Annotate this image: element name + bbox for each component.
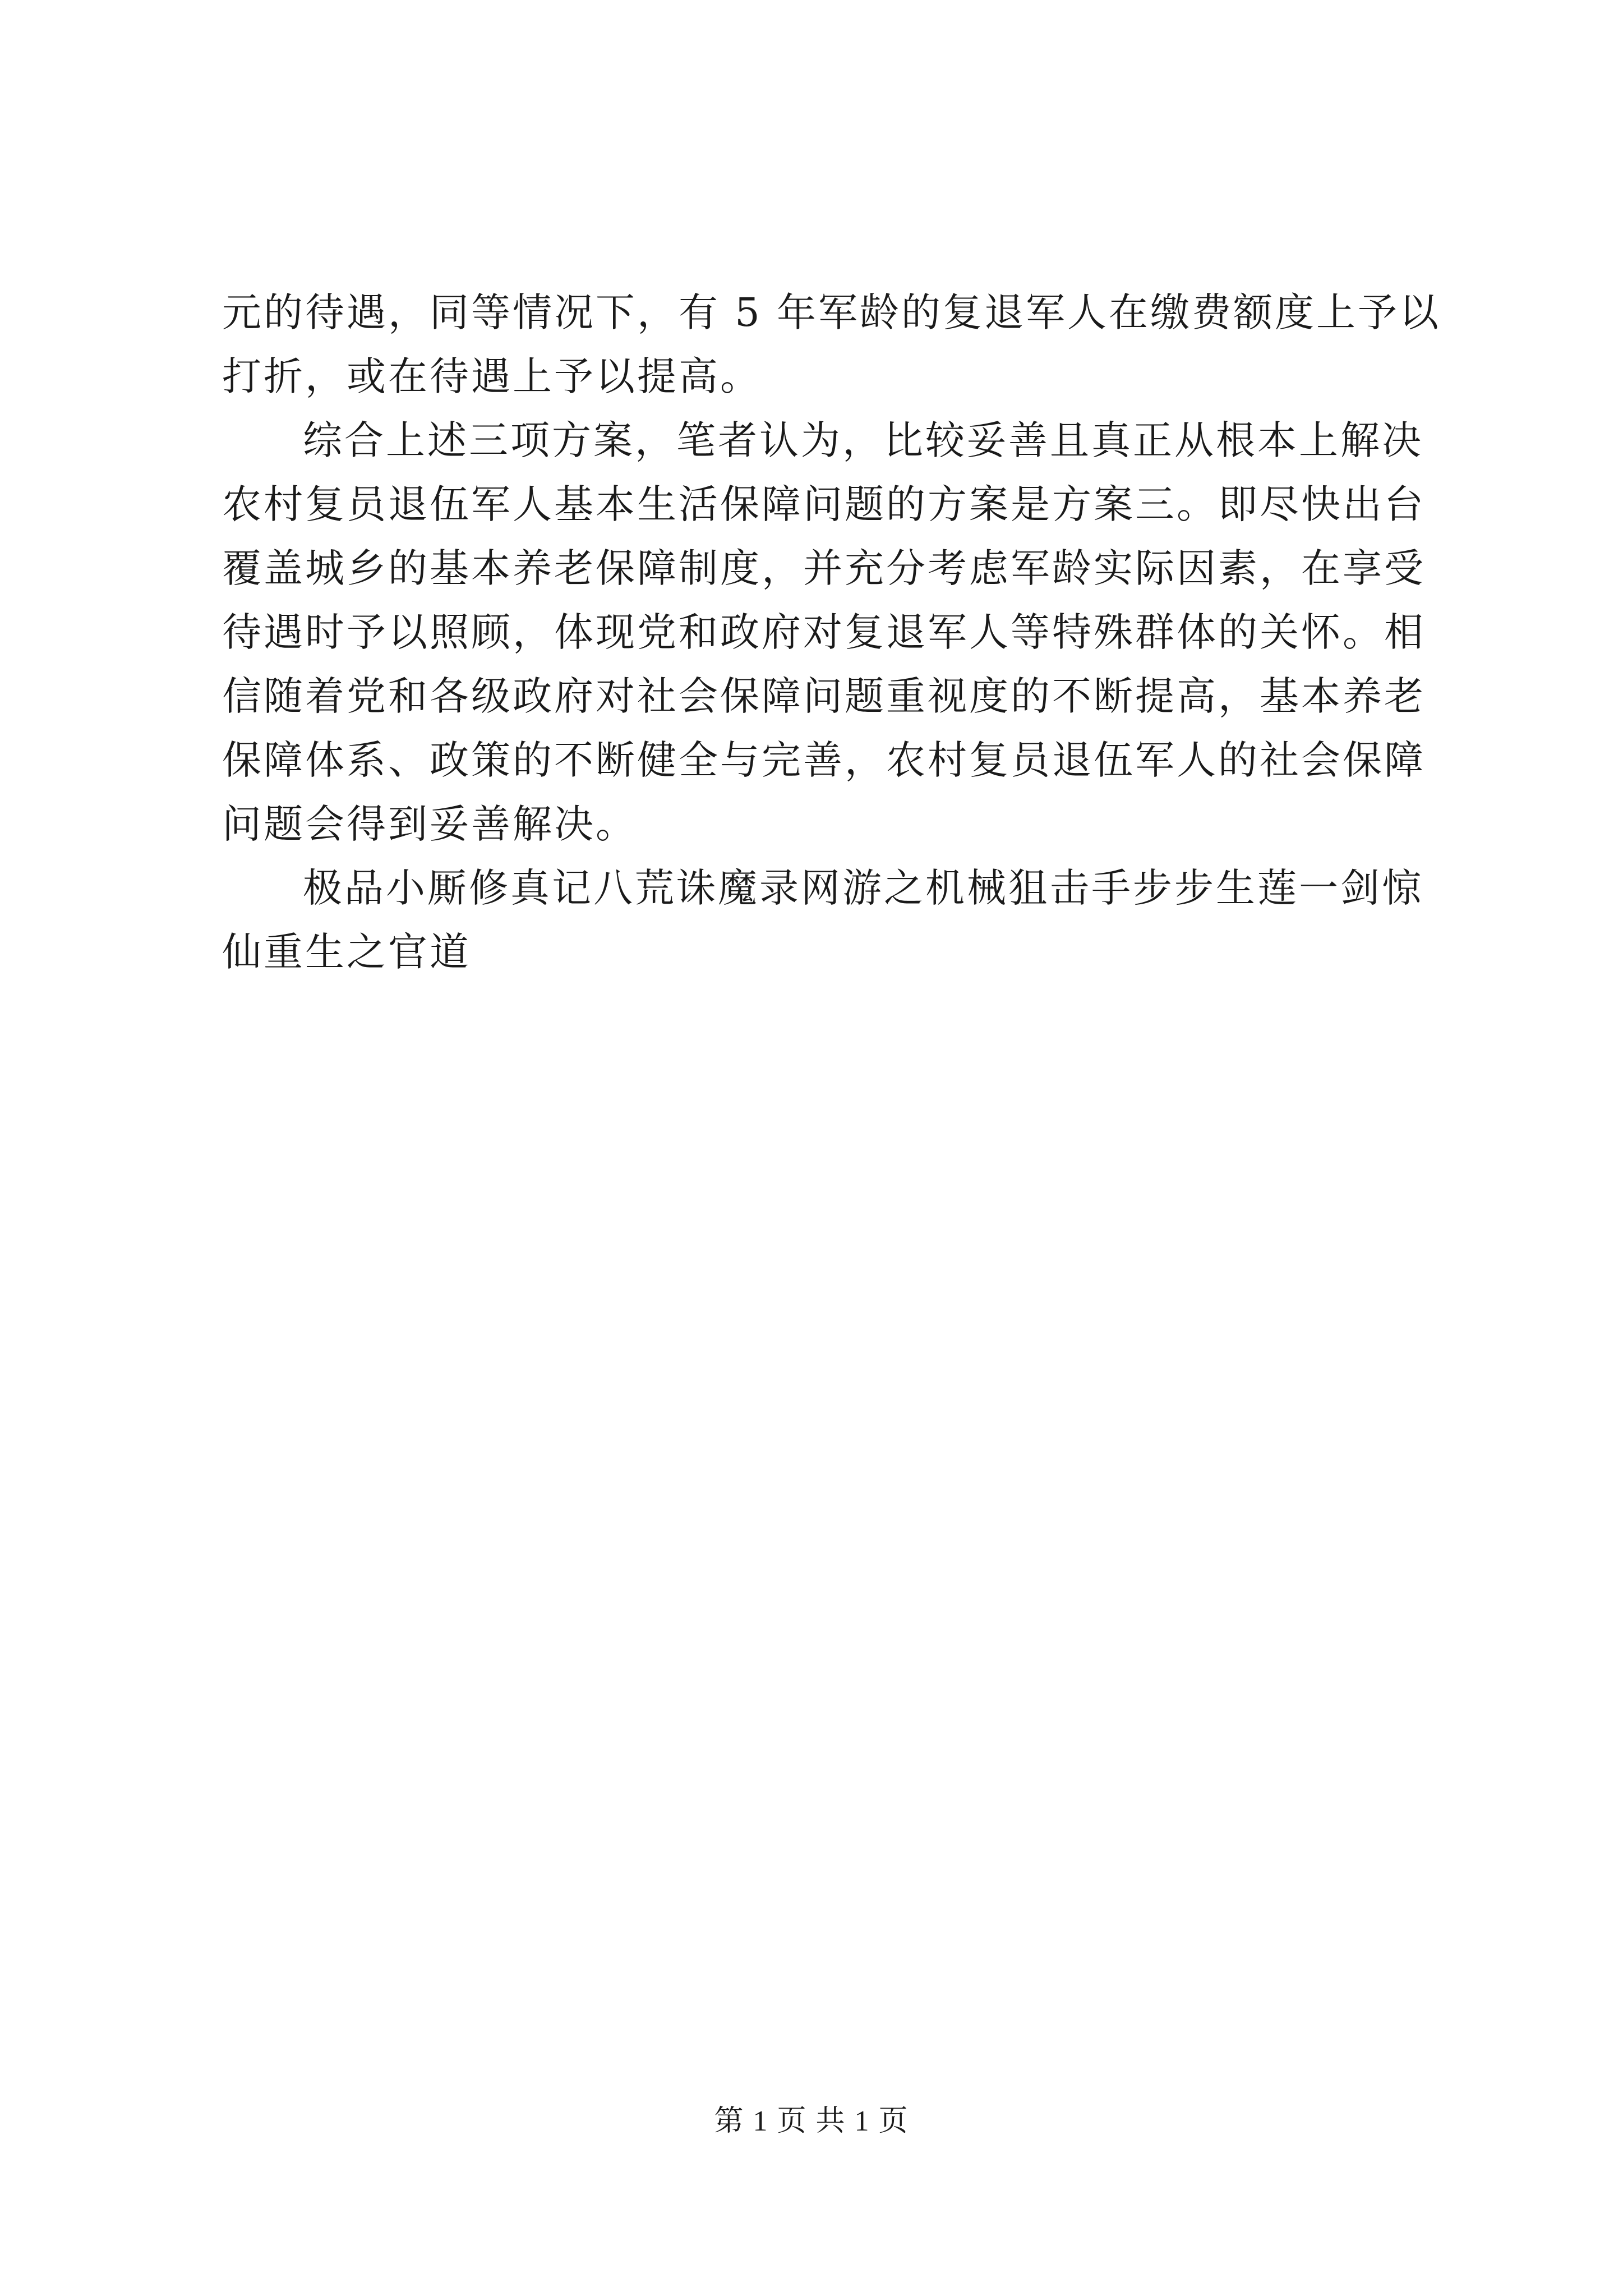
paragraph-3: 极品小厮修真记八荒诛魔录网游之机械狙击手步步生莲一剑惊仙重生之官道 xyxy=(222,865,1423,975)
document-body xyxy=(222,280,1445,984)
paragraph-2: 综合上述三项方案，笔者认为，比较妥善且真正从根本上解决农村复员退伍军人基本生活保障问题的方案是方案三。即尽快出台覆盖城乡的基本养老保障制度，并充分考虑军龄实际因素，在享受待遇时予以照顾，体现党和政府对复退军人等特殊群体的关怀。相信随着党和各级政府对社会保障问题重视度的不断提高，基本养老保障体系、政策的不断健全与完善，农村复员退伍军人的社会保障问题会得到妥善解决。 xyxy=(222,417,1426,847)
page-number-footer: 第 1 页 共 1 页 xyxy=(714,2105,909,2137)
paragraph-1: 元的待遇，同等情况下，有 5 年军龄的复退军人在缴费额度上予以打折，或在待遇上予以提高。 xyxy=(222,289,1441,399)
